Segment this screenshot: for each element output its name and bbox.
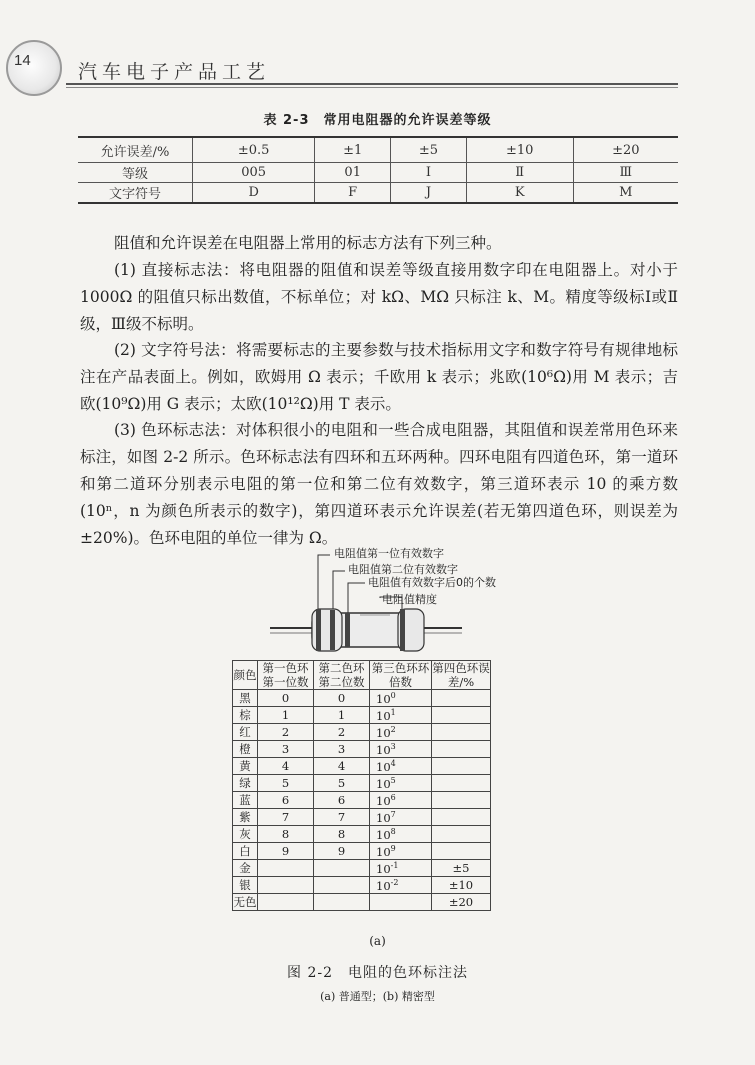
color-table-cell-color: 金: [233, 860, 258, 877]
tolerance-row: [78, 183, 678, 204]
color-table-cell-exp: [370, 809, 432, 826]
power-exponent: 5: [390, 775, 396, 785]
table-cell: D: [193, 183, 315, 204]
color-row: [233, 741, 491, 758]
figure-note: (a) 普通型；(b) 精密型: [320, 990, 435, 1003]
color-table-cell-d1: [258, 860, 314, 877]
color-code-table: [232, 660, 491, 911]
color-row: [233, 809, 491, 826]
table-cell: K: [466, 183, 573, 204]
color-table-cell-d1: [258, 877, 314, 894]
power-exponent: 7: [390, 809, 396, 819]
color-table-cell-d2: 7: [314, 809, 370, 826]
color-table-cell-d2: 3: [314, 741, 370, 758]
header-band-1: 第一色环第一位数: [258, 661, 314, 690]
color-table-cell-d1: [258, 894, 314, 911]
tolerance-row: [78, 163, 678, 183]
header-rule-thin: [66, 87, 678, 88]
power-exponent: 6: [390, 792, 396, 802]
label-first-digit: 电阻值第一位有效数字: [334, 547, 444, 560]
table-cell: ±10: [466, 137, 573, 163]
color-table-cell-exp: [370, 877, 432, 894]
color-row: [233, 843, 491, 860]
power-exponent: 2: [390, 724, 396, 734]
color-table-cell-d2: 8: [314, 826, 370, 843]
power-base: 10: [376, 844, 391, 859]
row-header-cell: 文字符号: [78, 183, 193, 204]
power-exponent: 3: [390, 741, 396, 751]
table-cell: ±5: [391, 137, 467, 163]
color-table-cell-exp: [370, 792, 432, 809]
table-cell: Ⅰ: [391, 163, 467, 183]
power-base: 10: [376, 810, 391, 825]
color-table-cell-d2: 5: [314, 775, 370, 792]
color-row: [233, 826, 491, 843]
table-cell: Ⅲ: [573, 163, 678, 183]
table-cell: 01: [315, 163, 391, 183]
color-row: [233, 758, 491, 775]
color-table-cell-tol: [432, 758, 491, 775]
color-table-cell-d1: 5: [258, 775, 314, 792]
color-table-cell-color: 紫: [233, 809, 258, 826]
color-table-cell-color: 银: [233, 877, 258, 894]
power-base: 10: [376, 708, 391, 723]
header-color: 颜色: [233, 661, 258, 690]
power-base: 10: [376, 827, 391, 842]
color-table-cell-d1: 7: [258, 809, 314, 826]
color-table-cell-color: 灰: [233, 826, 258, 843]
table-cell: F: [315, 183, 391, 204]
color-row: [233, 724, 491, 741]
paragraph-text-symbol: (2) 文字符号法：将需要标志的主要参数与技术指标用文字和数字符号有规律地标注在产品表面上。例如，欧姆用 Ω 表示；千欧用 k 表示；兆欧(10⁶Ω)用 M 表示；吉欧(10⁹Ω)用 G 表示；太欧(10¹²Ω)用 T 表示。: [80, 341, 678, 413]
header-band-2: 第二色环第二位数: [314, 661, 370, 690]
color-table-cell-color: 黑: [233, 690, 258, 707]
color-row: [233, 775, 491, 792]
color-table-cell-exp: [370, 707, 432, 724]
color-table-cell-d2: 4: [314, 758, 370, 775]
table-cell: J: [391, 183, 467, 204]
color-table-cell-tol: ±20: [432, 894, 491, 911]
color-row: [233, 690, 491, 707]
color-table-cell-d1: 9: [258, 843, 314, 860]
color-table-cell-exp: [370, 826, 432, 843]
color-table-cell-exp: [370, 894, 432, 911]
color-table-cell-exp: [370, 690, 432, 707]
paragraph-intro: 阻值和允许误差在电阻器上常用的标志方法有下列三种。: [114, 234, 502, 252]
color-table-cell-tol: [432, 843, 491, 860]
color-table-cell-d1: 4: [258, 758, 314, 775]
color-table-cell-color: 橙: [233, 741, 258, 758]
power-base: 10: [376, 691, 391, 706]
row-header-cell: 允许误差/%: [78, 137, 193, 163]
label-second-digit: 电阻值第二位有效数字: [348, 563, 458, 576]
power-exponent: 4: [390, 758, 396, 768]
color-table-cell-d2: 9: [314, 843, 370, 860]
color-table-cell-tol: [432, 741, 491, 758]
header-band-3: 第三色环环倍数: [370, 661, 432, 690]
color-row: [233, 894, 491, 911]
color-table-cell-exp: [370, 758, 432, 775]
color-table-cell-color: 绿: [233, 775, 258, 792]
color-table-cell-tol: ±5: [432, 860, 491, 877]
color-band-2: [330, 610, 335, 650]
color-table-cell-d1: 3: [258, 741, 314, 758]
power-exponent: 1: [390, 707, 396, 717]
color-table-cell-tol: [432, 809, 491, 826]
power-base: 10: [376, 878, 391, 893]
color-table-cell-tol: ±10: [432, 877, 491, 894]
color-table-cell-color: 无色: [233, 895, 257, 909]
paragraph-color-band: (3) 色环标志法：对体积很小的电阻和一些合成电阻器，其阻值和误差常用色环来标注，如图 2-2 所示。色环标志法有四环和五环两种。四环电阻有四道色环，第一道环和第二道环分别表示电阻的第一位和第二位有效数字，第三道环表示 10 的乘方数(10ⁿ，n 为颜色所表示的数字)，第四道环表示允许误差(若无第四道色环，则误差为±20%)。色环电阻的单位一律为 Ω。: [80, 421, 678, 547]
power-base: 10: [376, 861, 391, 876]
tolerance-table: [78, 136, 678, 204]
color-table-cell-d1: 2: [258, 724, 314, 741]
row-header-cell: 等级: [78, 163, 193, 183]
color-table-cell-tol: [432, 724, 491, 741]
power-base: 10: [376, 725, 391, 740]
header-band-4: 第四色环误差/%: [432, 661, 490, 689]
color-table-cell-d2: [314, 894, 370, 911]
table-cell: 005: [193, 163, 315, 183]
color-row: [233, 707, 491, 724]
color-table-cell-color: 棕: [233, 707, 258, 724]
paragraph-direct-marking: (1) 直接标志法：将电阻器的阻值和误差等级直接用数字印在电阻器上。对小于 1000Ω 的阻值只标出数值，不标单位；对 kΩ、MΩ 只标注 k、M。精度等级标Ⅰ或Ⅱ级，Ⅲ级不标明。: [80, 261, 678, 333]
label-multiplier: 电阻值有效数字后0的个数: [368, 576, 496, 589]
figure-caption: 图 2-2 电阻的色环标注法: [287, 965, 468, 981]
color-table-cell-tol: [432, 775, 491, 792]
power-exponent: -2: [390, 877, 399, 887]
power-base: 10: [376, 759, 391, 774]
color-row: [233, 877, 491, 894]
table-caption: 表 2-3 常用电阻器的允许误差等级: [263, 113, 492, 128]
color-band-3: [345, 613, 350, 647]
color-table-cell-tol: [432, 826, 491, 843]
power-base: 10: [376, 742, 391, 757]
figure-sub-label: (a): [369, 934, 386, 948]
color-row: [233, 792, 491, 809]
color-table-cell-exp: [370, 741, 432, 758]
color-row: [233, 860, 491, 877]
table-cell: ±1: [315, 137, 391, 163]
power-exponent: 0: [390, 690, 396, 700]
color-table-cell-tol: [432, 690, 491, 707]
color-table-cell-d1: 8: [258, 826, 314, 843]
color-table-cell-exp: [370, 775, 432, 792]
color-table-cell-d1: 0: [258, 690, 314, 707]
color-table-cell-d2: 0: [314, 690, 370, 707]
power-exponent: 8: [390, 826, 396, 836]
table-cell: Ⅱ: [466, 163, 573, 183]
table-cell: ±20: [573, 137, 678, 163]
page-number: 14: [14, 52, 31, 69]
color-table-cell-tol: [432, 792, 491, 809]
color-table-cell-d1: 6: [258, 792, 314, 809]
color-table-cell-color: 白: [233, 843, 258, 860]
table-cell: ±0.5: [193, 137, 315, 163]
color-band-1: [316, 609, 321, 651]
color-table-cell-d2: [314, 877, 370, 894]
power-exponent: -1: [390, 860, 399, 870]
color-band-4: [400, 609, 405, 651]
color-table-cell-d1: 1: [258, 707, 314, 724]
color-table-cell-color: 蓝: [233, 792, 258, 809]
power-base: 10: [376, 793, 391, 808]
color-table-cell-d2: 1: [314, 707, 370, 724]
color-table-cell-d2: 6: [314, 792, 370, 809]
color-table-cell-d2: 2: [314, 724, 370, 741]
table-cell: M: [573, 183, 678, 204]
power-exponent: 9: [390, 843, 396, 853]
power-base: 10: [376, 776, 391, 791]
color-table-cell-color: 黄: [233, 758, 258, 775]
color-table-cell-tol: [432, 707, 491, 724]
book-title: 汽车电子产品工艺: [78, 61, 271, 83]
color-table-cell-d2: [314, 860, 370, 877]
color-table-cell-exp: [370, 843, 432, 860]
color-table-cell-exp: [370, 724, 432, 741]
color-table-cell-color: 红: [233, 724, 258, 741]
header-rule: [66, 83, 678, 85]
tolerance-row: [78, 137, 678, 163]
color-table-cell-exp: [370, 860, 432, 877]
label-tolerance: 电阻值精度: [382, 593, 437, 606]
